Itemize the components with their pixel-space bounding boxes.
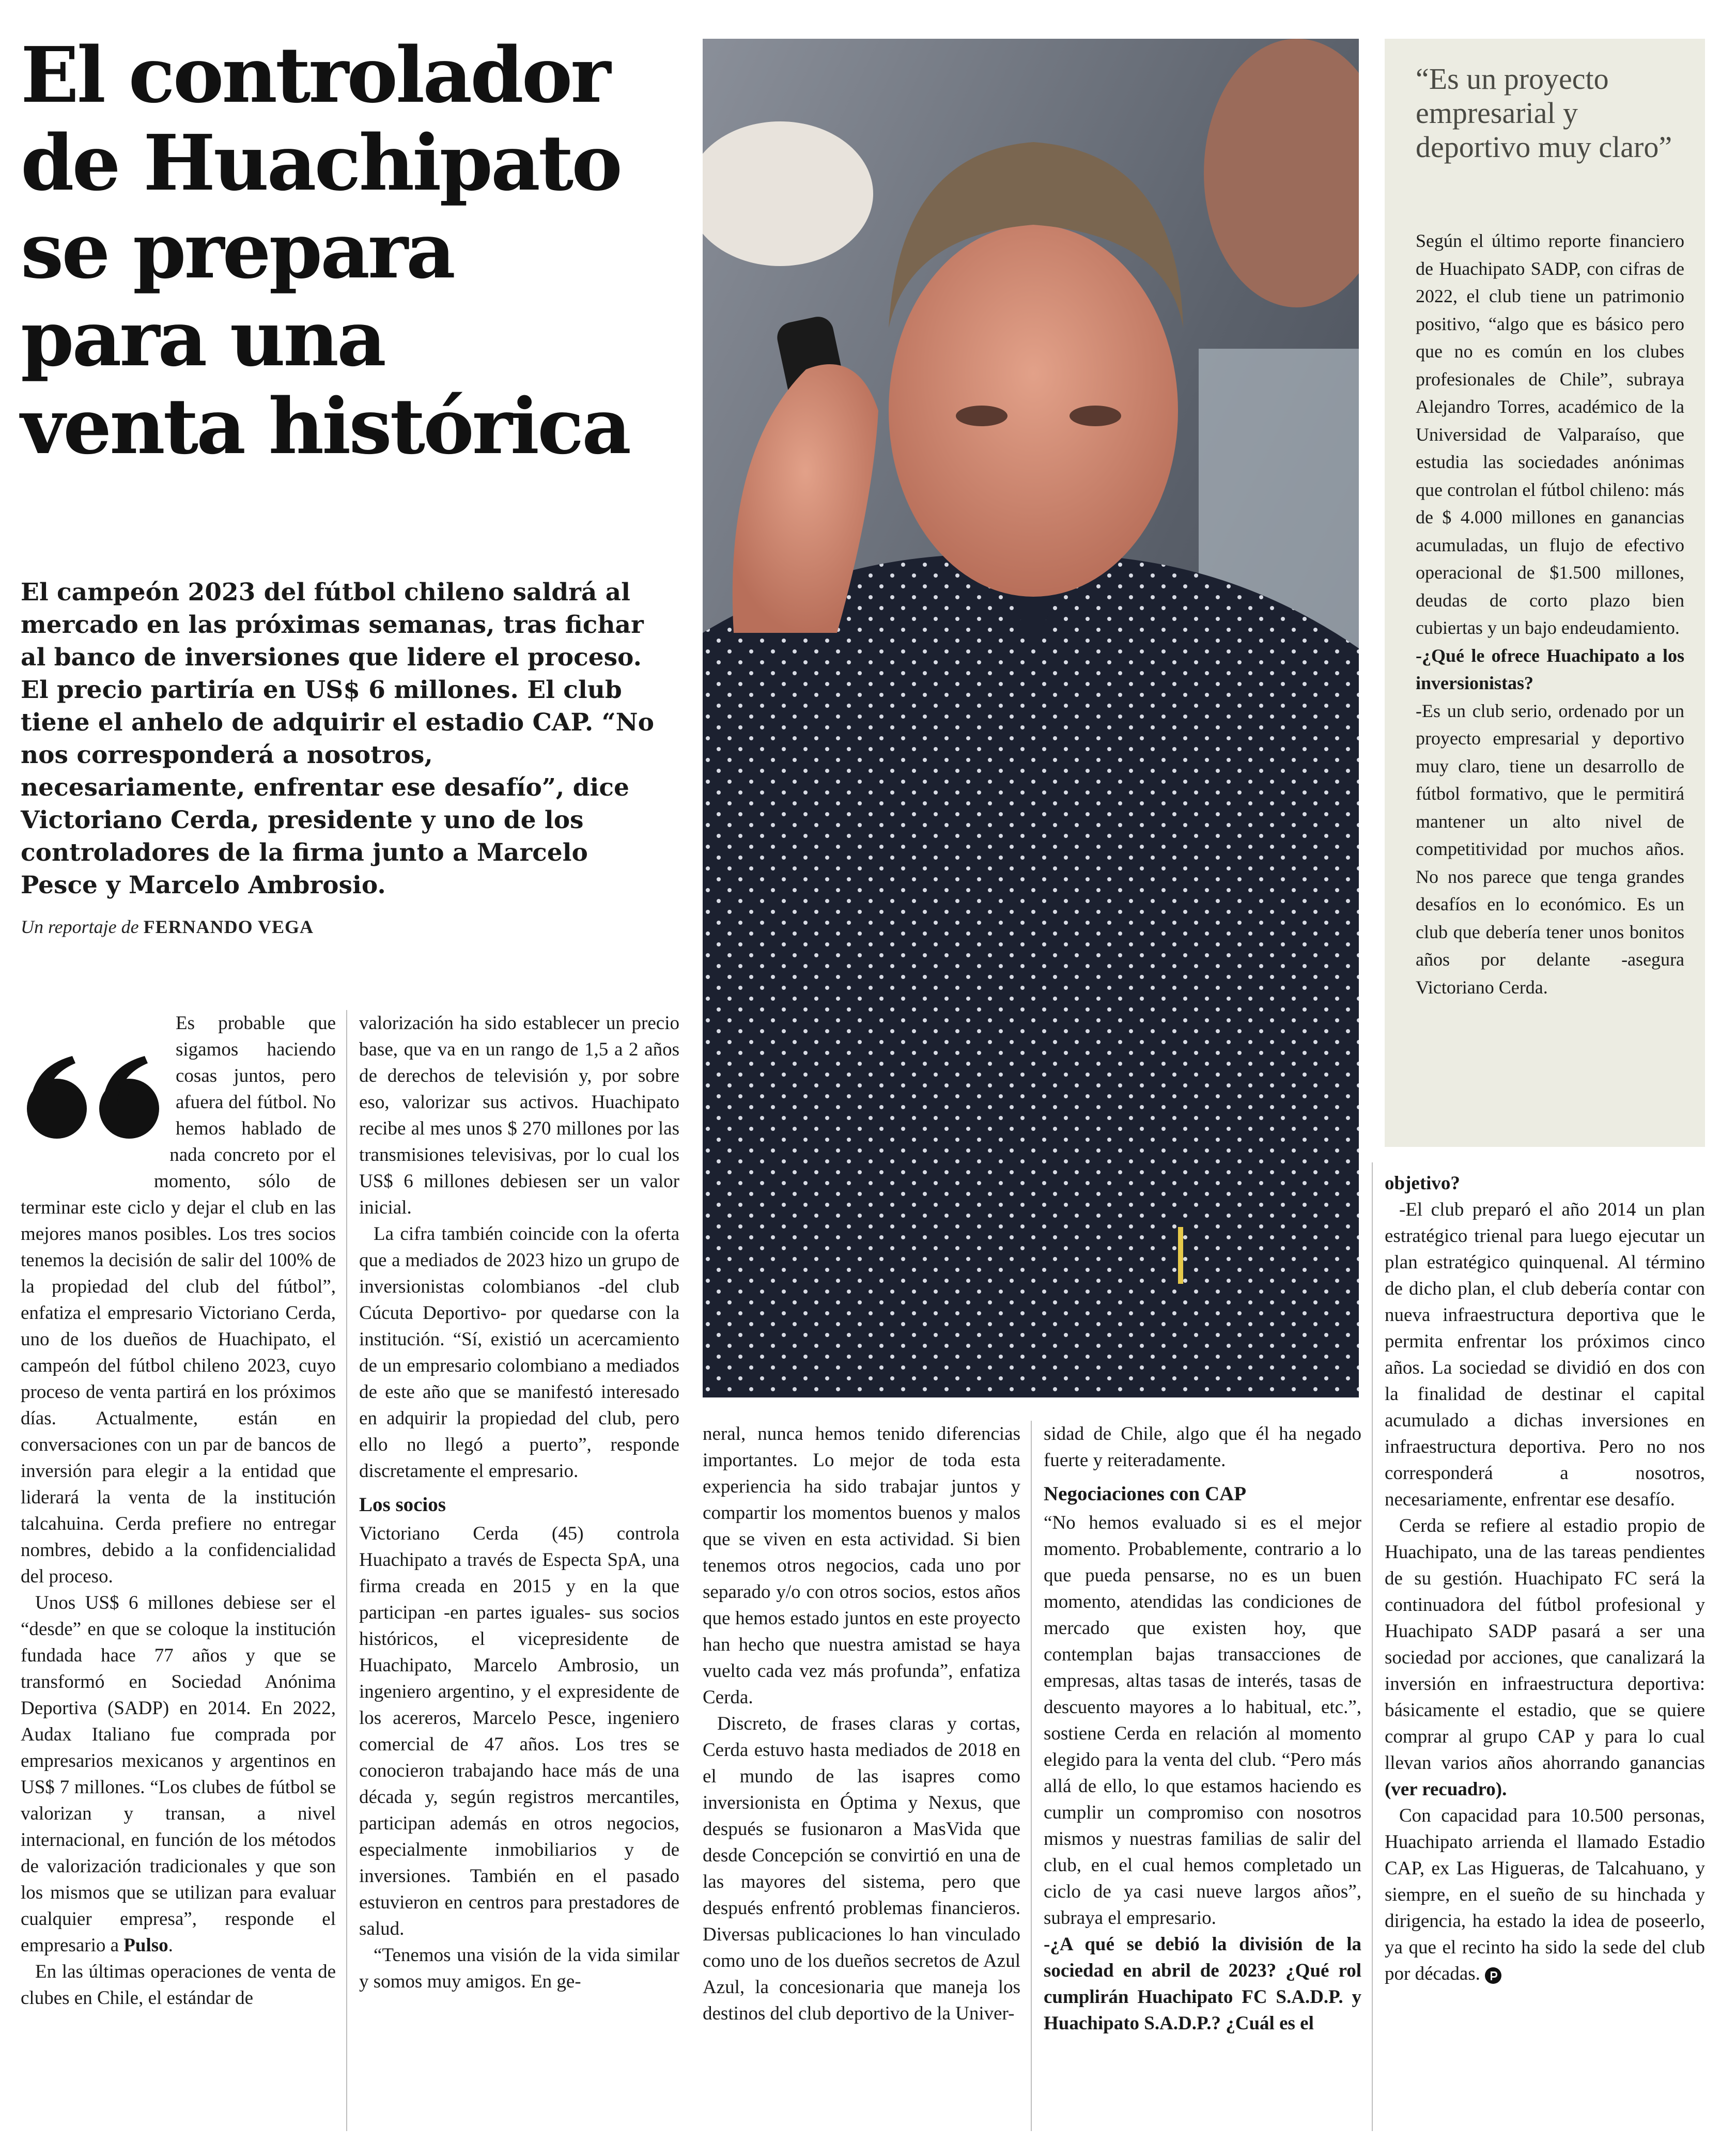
column-divider — [1372, 1162, 1373, 2131]
body-paragraph — [1385, 1513, 1705, 1803]
subheading-socios: Los socios — [359, 1494, 446, 1516]
deck-summary: El campeón 2023 del fútbol chileno saldrá al mercado en las próximas semanas, tras fichar al banco de inversiones que lidere el proceso. El precio partiría en US$ 6 millones. El club tiene el anhelo de adquirir el estadio CAP. “No nos corresponderá a nosotros, necesariamente, enfrentar ese desafío”, dice Victoriano Cerda, presidente y uno de los controladores de la firma junto a Marcelo Pesce y Marcelo Ambrosio. — [21, 578, 654, 899]
interview-question: -¿A qué se debió la división de la sociedad en abril de 2023? ¿Qué rol cumplirán Huachipato FC S.A.D.P. y Huachipato S.A.D.P.? ¿Cuál es el — [1044, 1934, 1361, 2034]
column-divider — [346, 1010, 347, 2131]
body-paragraph: “Tenemos una visión de la vida similar y somos muy amigos. En ge- — [359, 1945, 679, 1992]
sidebar-paragraph: Según el último reporte financiero de Huachipato SADP, con cifras de 2022, el club tiene un patrimonio positivo, “algo que es básico pero que no es común en los clubes profesionales de Chile”, subraya Alejandro Torres, académico de la Universidad de Valparaíso, que estudia las sociedades anónimas que controlan el fútbol chileno: más de $ 4.000 millones en ganancias acumuladas, un flujo de efectivo operacional de $1.500 millones, deudas de corto plazo bien cubiertas y un bajo endeudamiento. — [1416, 230, 1684, 638]
man-on-phone-photo — [703, 39, 1359, 1397]
body-paragraph: -El club preparó el año 2014 un plan estratégico trienal para luego ejecutar un plan estratégico quinquenal. Al término de dicho plan, el club debería contar con nueva infraestructura deportiva que le permita enfrentar los próximos cinco años. La sociedad se dividió en dos con la finalidad de destinar el capital acumulado a dichas inversiones en infraestructura deportiva. Pero no nos corresponderá a nosotros, necesariamente, enfrentar ese desafío. — [1385, 1199, 1705, 1510]
sidebar-body — [1416, 227, 1684, 1001]
opening-quote-glyph — [21, 1052, 171, 1140]
headline-line: venta histórica — [21, 381, 629, 471]
opening-quote-icon — [21, 1013, 171, 1184]
headline-line: El controlador — [21, 30, 609, 120]
body-paragraph: Victoriano Cerda (45) controla Huachipato a través de Especta SpA, una firma creada en 2015 y en la que participan -en partes iguales- sus socios históricos, el vicepresidente de Huachipato, Marcelo Ambrosio, un ingeniero argentino, y el expresidente de los acereros, Marcelo Pesce, ingeniero comercial de 47 años. Los tres se conocieron trabajando hace más de una década y, según registros mercantiles, participan además en otros negocios, especialmente inmobiliarios y de inversiones. También en el pasado estuvieron en centros para prestadores de salud. — [359, 1523, 679, 1939]
body-paragraph: “No hemos evaluado si es el mejor momento. Probablemente, contrario a lo que pueda pensarse, no es un buen momento, atendidas las condiciones de mercado que existen hoy, que contemplan bajas transacciones de empresas, altas tasas de interés, tasas de descuento mayores a lo habitual, etc.”, sostiene Cerda en relación al momento elegido para la venta del club. “Pero más allá de ello, lo que estamos haciendo es cumplir un compromiso con nosotros mismos y nuestras familias de salir del club, en el cual hemos completado un ciclo de ya casi nueve largos años”, subraya el empresario. — [1044, 1512, 1361, 1929]
body-paragraph: La cifra también coincide con la oferta que a mediados de 2023 hizo un grupo de inversionistas colombianos -del club Cúcuta Deportivo- por quedarse con la institución. “Sí, existió un acercamiento de un empresario colombiano a mediados de este año que se manifestó interesado en adquirir la propiedad del club, pero ello no llegó a puerto”, responde discretamente el empresario. — [359, 1223, 679, 1482]
body-paragraph: En las últimas operaciones de venta de clubes en Chile, el estándar de — [21, 1961, 336, 2009]
body-column-1 — [21, 1010, 336, 2131]
sidebar-pull-quote: “Es un proyecto empresarial y deportivo muy claro” — [1416, 62, 1672, 164]
newspaper-name: Pulso — [123, 1935, 168, 1956]
body-paragraph: valorización ha sido establecer un precio base, que va en un rango de 1,5 a 2 años de derechos de televisión y, por sobre eso, valorizar sus activos. Huachipato recibe al mes unos $ 270 millones por las transmisiones televisivas, por lo cual los US$ 6 millones debiesen ser un valor inicial. — [359, 1013, 679, 1218]
box-reference: (ver recuadro). — [1385, 1779, 1507, 1800]
headline — [21, 31, 687, 470]
pulso-logo-icon — [1484, 1967, 1502, 1984]
body-paragraph: neral, nunca hemos tenido diferencias importantes. Lo mejor de toda esta experiencia ha sido trabajar juntos y compartir los momentos buenos y malos que se viven en esta actividad. Si bien tenemos otros negocios, cada uno por separado y/o con otros socios, estos años que hemos estado juntos en este proyecto han hecho que nuestra amistad se haya vuelto cada vez más profunda”, enfatiza Cerda. — [703, 1423, 1020, 1708]
subheading-negociaciones: Negociaciones con CAP — [1044, 1483, 1247, 1505]
body-column-3 — [703, 1421, 1020, 2131]
headline-line: se prepara — [21, 206, 454, 296]
sidebar-answer: -Es un club serio, ordenado por un proyecto empresarial y deportivo muy claro, tiene un desarrollo de fútbol formativo, que le permitirá mantener un alto nivel de competitividad por muchos años. No nos parece que tenga grandes desafíos en lo económico. Es un club que debería tener unos bonitos años por delante -asegura Victoriano Cerda. — [1416, 700, 1684, 998]
body-paragraph — [1385, 1803, 1705, 1987]
photo-illustration — [703, 39, 1359, 1397]
body-paragraph: Unos US$ 6 millones debiese ser el “desde” en que se coloque la institución fundada hace 77 años y que se transformó en Sociedad Anónima Deportiva (SADP) en 2014. En 2022, Audax Italiano fue comprada por empresarios mexicanos y argentinos en US$ 7 millones. “Los clubes de fútbol se valorizan y transan, a nivel internacional, en función de los métodos de valorización tradicionales y que son los mismos que se utilizan para evaluar cualquier empresa”, responde el empresario a Pulso. — [21, 1592, 336, 1956]
body-column-2 — [359, 1010, 679, 2131]
byline-author: FERNANDO VEGA — [143, 916, 314, 937]
body-column-4 — [1044, 1421, 1361, 2131]
body-paragraph: Discreto, de frases claras y cortas, Cerda estuvo hasta mediados de 2018 en el mundo de las isapres como inversionista en Óptima y Nexus, que después se fusionaron a MasVida que desde Concepción se convirtió en una de las mayores del sistema, pero que después enfrentó problemas financieros. Diversas publicaciones lo han vinculado como uno de los dueños secretos de Azul Azul, la concesionaria que maneja los destinos del club deportivo de la Univer- — [703, 1713, 1020, 2024]
column-divider — [1031, 1421, 1032, 2131]
headline-line: para una — [21, 293, 384, 383]
byline-prefix: Un reportaje de — [21, 916, 139, 937]
body-column-5 — [1385, 1170, 1705, 2131]
sidebar-question: -¿Qué le ofrece Huachipato a los inversionistas? — [1416, 645, 1684, 693]
interview-question: objetivo? — [1385, 1173, 1460, 1194]
body-text: Con capacidad para 10.500 personas, Huachipato arrienda el llamado Estadio CAP, ex Las Higueras, de Talcahuano, y siempre, en el sueño de su hinchada y dirigencia, ha estado la idea de poseerlo, ya que el recinto ha sido la sede del club por décadas. — [1385, 1805, 1705, 1984]
byline — [21, 915, 641, 938]
body-text: Unos US$ 6 millones debiese ser el “desde” en que se coloque la institución fundada hace 77 años y que se transformó en Sociedad Anónima Deportiva (SADP) en 2014. En 2022, Audax Italiano fue comprada por empresarios mexicanos y argentinos en US$ 7 millones. “Los clubes de fútbol se valorizan y transan, a nivel internacional, en función de los métodos de valorización tradicionales y que son los mismos que se utilizan para evaluar cualquier empresa”, responde el empresario a — [21, 1592, 336, 1956]
body-paragraph: sidad de Chile, algo que él ha negado fuerte y reiteradamente. — [1044, 1423, 1361, 1471]
body-paragraph: Es probable que sigamos haciendo cosas juntos, pero afuera del fútbol. No hemos hablado de nada concreto por el momento, sólo de terminar este ciclo y dejar el club en las mejores manos posibles. Los tres socios tenemos la decisión de salir del 100% de la propiedad del club del fútbol”, enfatiza el empresario Victoriano Cerda, uno de los dueños de Huachipato, el campeón del fútbol chileno 2023, cuyo proceso de venta partirá en los próximos días. Actualmente, están en conversaciones con un par de bancos de inversión para elegir a la entidad que liderará la venta de la institución talcahuina. Cerda prefiere no entregar nombres, debido a la confidencialidad del proceso. — [21, 1013, 336, 1587]
body-text: Cerda se refiere al estadio propio de Huachipato, una de las tareas pendientes de su gestión. Huachipato FC será la continuadora del fútbol profesional y Huachipato SADP pasará a ser una sociedad por acciones, que canalizará la inversión en infraestructura deportiva: básicamente el estadio, que se quiere comprar al grupo CAP y para lo cual llevan varios años ahorrando ganancias — [1385, 1515, 1705, 1774]
headline-line: de Huachipato — [21, 118, 621, 208]
